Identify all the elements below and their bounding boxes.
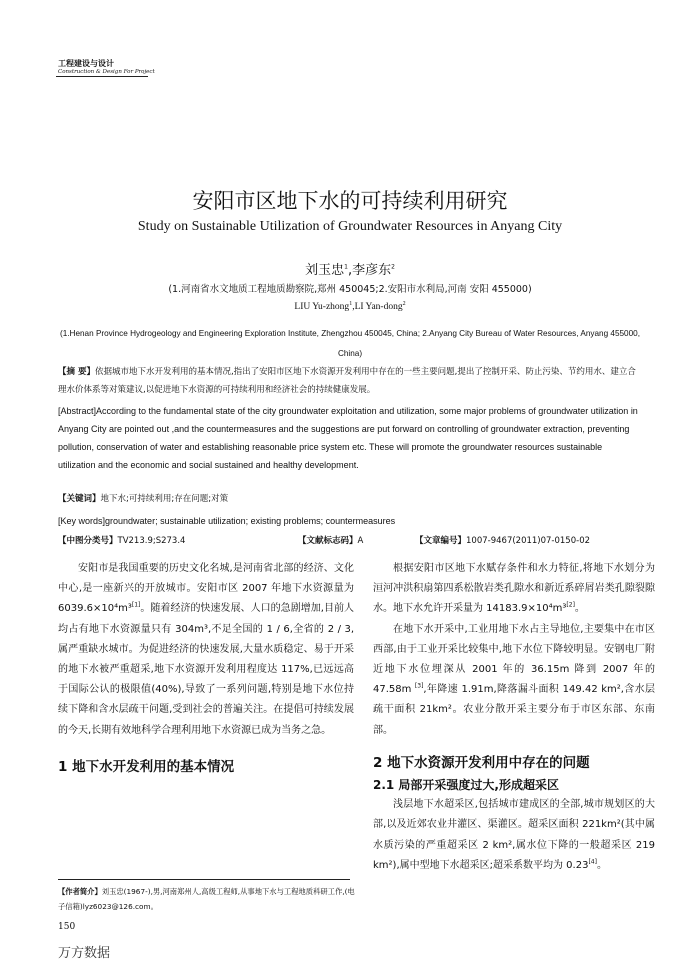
citation: [2] — [566, 602, 575, 610]
body-paragraph — [373, 620, 655, 741]
left-column — [58, 559, 354, 777]
citation: [4] — [588, 858, 597, 866]
journal-name: 工程建设与设计 — [58, 59, 114, 68]
subsection-heading: 2.1 局部开采强度过大,形成超采区 — [373, 778, 559, 793]
abstract-cn-label: 【摘 要】 — [58, 367, 95, 377]
section-heading: 2 地下水资源开发利用中存在的问题 — [373, 754, 590, 771]
journal-name-en: Construction & Design For Project — [58, 69, 155, 75]
author1-cn: 刘玉忠 — [305, 263, 345, 278]
keywords-cn-label: 【关键词】 — [58, 494, 101, 504]
watermark: 万方数据 — [58, 946, 111, 961]
keywords-en-text: groundwater; sustainable utilization; existing problems; countermeasures — [105, 516, 396, 526]
citation: [3] — [414, 682, 424, 690]
authors-cn — [0, 259, 700, 278]
header-rule — [56, 76, 148, 77]
article-number-label: 【文章编号】 — [415, 536, 467, 546]
author2-en-sup: 2 — [402, 300, 406, 307]
body-text: 根据安阳市区地下水赋存条件和水力特征,将地下水划分为洹河冲洪积扇第四系松散岩类孔隙水和新近系碎屑岩类孔隙裂隙水。地下水允许开采量为 14183.9×10⁴m³ — [373, 563, 655, 615]
clc-value: TV213.9;S273.4 — [117, 536, 186, 546]
right-column — [373, 559, 655, 876]
body-text: ,年降速 1.91m,降落漏斗面积 149.42 km²,含水层疏干面积 21km²。农业分散开采主要分布于市区东部、东南部。 — [373, 684, 655, 736]
body-text: 安阳市是我国重要的历史文化名城,是河南省北部的经济、文化中心,是一座新兴的开放城市。安阳市区 2007 年地下水资源量为 6039.6×10⁴m³ — [58, 563, 354, 615]
abstract-en-text: According to the fundamental state of the city groundwater exploitation and utilization, some major problems of groundwater utilization in Anyang City are pointed out ,and the countermeasures and the suggestions are put forward on controlling of groundwater extraction, preventing pollution, conservation of water and establishing reasonable price system etc. These will promote the groundwater resources sustainable utilization and the economic and social sustained and healthy development. — [58, 406, 638, 470]
abstract-en — [58, 402, 642, 474]
title-cn: 安阳市区地下水的可持续利用研究 — [192, 189, 508, 213]
keywords-cn-text: 地下水;可持续利用;存在问题;对策 — [100, 494, 229, 504]
title-en: Study on Sustainable Utilization of Groundwater Resources in Anyang City — [137, 219, 563, 234]
author2-en: ,LI Yan-dong — [352, 302, 403, 312]
body-text: 。随着经济的快速发展、人口的急剧增加,目前人均占有地下水资源量只有 304m³,不足全国的 1 / 6,全省的 2 / 3,属严重缺水城市。为促进经济的快速发展,大量水质稳定、易于开采的地下水被严重超采,地下水资源开发利用程度达 117%,已远远高于国际公认的极限值(40%),导致了一系列问题,特别是地下水位持续下降和含水层疏干问题,受到社会的普遍关注。在提倡可持续发展的今天,长期有效地科学合理利用地下水资源已成为当务之急。 — [58, 603, 354, 736]
page-number: 150 — [58, 922, 76, 932]
section-heading: 1 地下水开发利用的基本情况 — [58, 758, 235, 775]
keywords-cn — [58, 490, 642, 508]
footnote-text: 刘玉忠(1967-),男,河南郑州人,高级工程师,从事地下水与工程地质科研工作,(电子信箱)lyz6023@126.com。 — [58, 887, 355, 911]
keywords-en — [58, 512, 642, 530]
body-text: 。 — [596, 859, 607, 871]
clc-label: 【中图分类号】 — [58, 536, 118, 546]
author1-en-sup: 1 — [349, 300, 353, 307]
body-text: 在地下水开采中,工业用地下水占主导地位,主要集中在市区西部,由于工业开采比较集中,地下水位下降较明显。安钢电厂附近地下水位埋深从 2001 年的 36.15m 降到 2007 年的 47.58m — [373, 623, 655, 696]
body-text: 。 — [574, 603, 585, 615]
keywords-en-label: [Key words] — [58, 516, 106, 526]
body-text: 浅层地下水超采区,包括城市建成区的全部,城市规划区的大部,以及近郊农业井灌区、渠灌区。超采区面积 221km²(其中属水质污染的严重超采区 2 km²,属水位下降的一般超采区 219 km²),属中型地下水超采区;超采系数平均为 0.23 — [373, 799, 655, 871]
abstract-en-label: [Abstract] — [58, 406, 97, 416]
abstract-cn-text: 依据城市地下水开发利用的基本情况,指出了安阳市区地下水资源开发利用中存在的一些主要问题,提出了控制开采、防止污染、节约用水、建立合理水价体系等对策建议,以促进地下水资源的可持续利用和经济社会的持续健康发展。 — [58, 367, 636, 395]
article-number-value: 1007-9467(2011)07-0150-02 — [466, 536, 591, 546]
authors-en — [0, 302, 700, 312]
author1-en: LIU Yu-zhong — [294, 302, 350, 312]
article-number — [415, 532, 590, 550]
author2-sup: 2 — [391, 263, 395, 271]
doc-code — [298, 532, 363, 550]
affiliation-cn: (1.河南省水文地质工程地质勘察院,郑州 450045;2.安阳市水利局,河南 安阳 455000) — [168, 284, 532, 295]
body-paragraph — [373, 559, 655, 620]
doc-code-label: 【文献标志码】 — [298, 536, 358, 546]
doc-code-value: A — [357, 536, 364, 546]
clc — [58, 532, 185, 550]
citation: [1] — [131, 602, 141, 610]
author1-sup: 1 — [344, 263, 348, 271]
footnote-label: 【作者简介】 — [58, 887, 102, 896]
footnote-rule — [58, 879, 350, 880]
author-footnote — [58, 884, 358, 914]
abstract-cn — [58, 363, 642, 399]
author2-cn: ,李彦东 — [347, 263, 392, 278]
affiliation-en: (1.Henan Province Hydrogeology and Engineering Exploration Institute, Zhengzhou 450045, China; 2.Anyang City Bureau of Water Resources, Anyang 455000, China) — [59, 329, 640, 358]
body-paragraph — [373, 795, 655, 876]
body-paragraph — [58, 559, 354, 741]
